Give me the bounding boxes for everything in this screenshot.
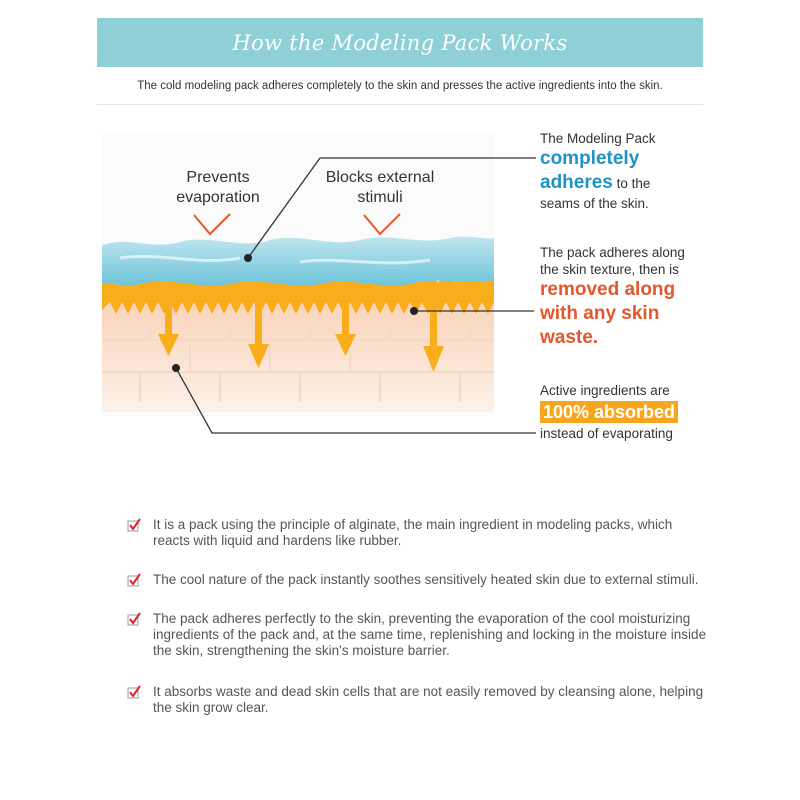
- callout-adheres-emphasis1: completely: [540, 148, 640, 169]
- absorbed-badge: 100% absorbed: [540, 401, 678, 423]
- callout-removed: [540, 244, 685, 350]
- feature-list: [127, 517, 707, 716]
- callout-adheres-tail: to the: [612, 176, 651, 191]
- page-title: How the Modeling Pack Works: [232, 30, 568, 55]
- callout-adheres-line1: The Modeling Pack: [540, 131, 656, 146]
- callout-adheres-emphasis2: adheres: [540, 172, 613, 193]
- list-item: The pack adheres perfectly to the skin, preventing the evaporation of the cool moisturizing ingredients of the pack and, at the same time, replenishing and locking in the moisture inside the skin, strengthening the skin's moisture barrier.: [127, 611, 707, 659]
- label-blocks-stimuli-2: stimuli: [357, 189, 403, 206]
- callout-absorbed-line1: Active ingredients are: [540, 383, 670, 398]
- label-prevents-evaporation-1: Prevents: [186, 169, 250, 186]
- callout-removed-emphasis1: removed along: [540, 279, 676, 300]
- checkbox-checked-icon: [127, 612, 142, 627]
- list-item: It absorbs waste and dead skin cells that are not easily removed by cleansing alone, helping the skin grow clear.: [127, 684, 707, 716]
- page-subtitle: The cold modeling pack adheres completely to the skin and presses the active ingredients into the skin.: [137, 80, 663, 92]
- list-item: The cool nature of the pack instantly soothes sensitively heated skin due to external stimuli.: [127, 572, 707, 588]
- callout-absorbed: [540, 382, 678, 442]
- list-item: It is a pack using the principle of alginate, the main ingredient in modeling packs, which reacts with liquid and hardens like rubber.: [127, 517, 707, 549]
- callout-removed-line1: The pack adheres along: [540, 245, 685, 260]
- checkbox-checked-icon: [127, 518, 142, 533]
- callout-absorbed-line3: instead of evaporating: [540, 426, 673, 441]
- checkbox-checked-icon: [127, 685, 142, 700]
- callout-removed-line2: the skin texture, then is: [540, 262, 679, 277]
- callout-adheres-line3: seams of the skin.: [540, 196, 649, 211]
- callout-removed-emphasis3: waste.: [540, 327, 599, 348]
- label-blocks-stimuli-1: Blocks external: [325, 169, 435, 186]
- callout-removed-emphasis2: with any skin: [540, 303, 660, 324]
- checkbox-checked-icon: [127, 573, 142, 588]
- callout-adheres: [540, 130, 656, 212]
- label-prevents-evaporation-2: evaporation: [176, 189, 260, 206]
